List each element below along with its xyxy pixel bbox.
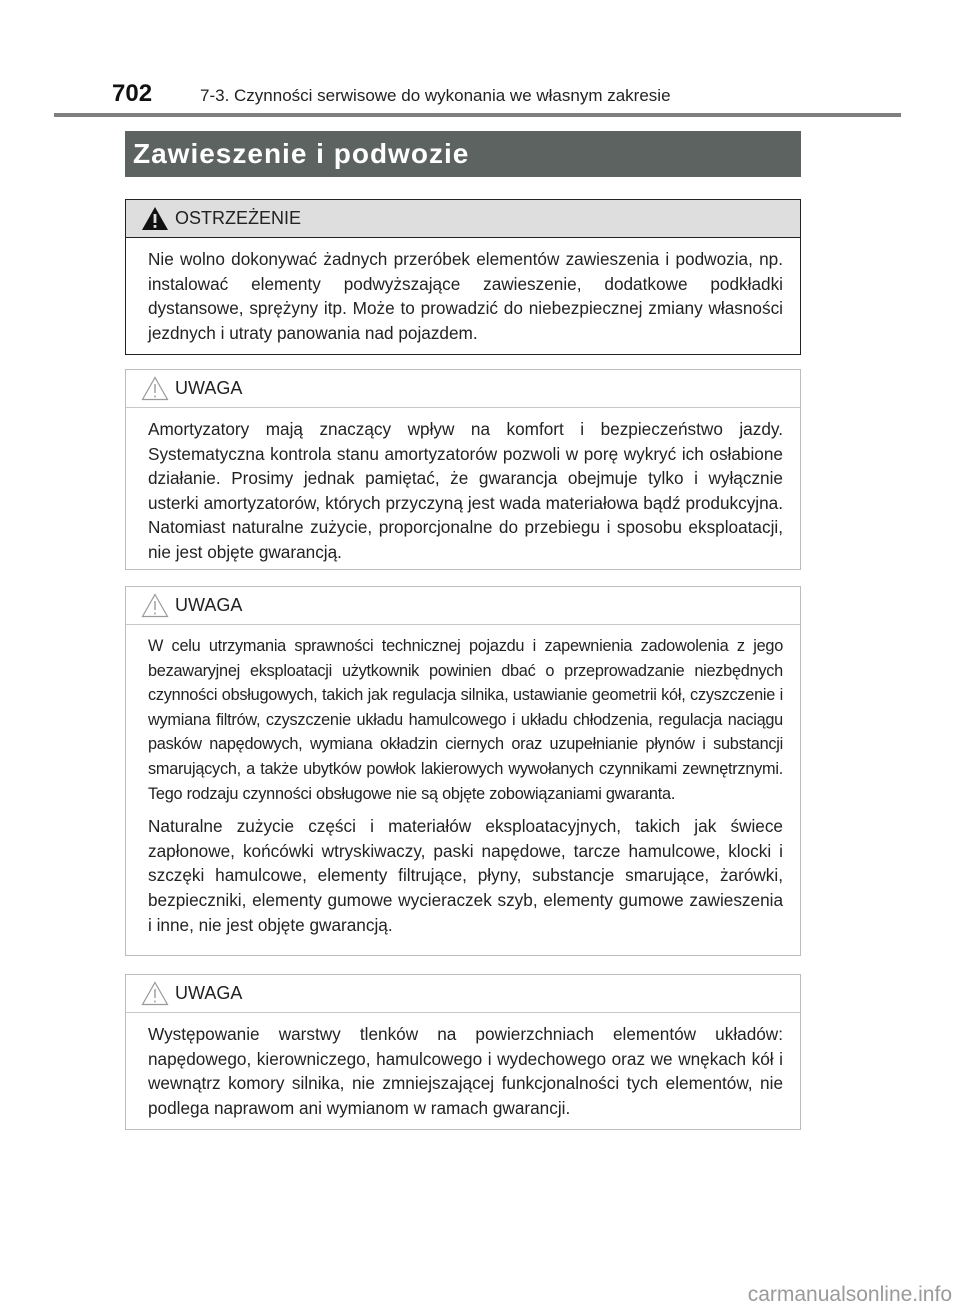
warning-box bbox=[125, 199, 801, 355]
warning-text: Nie wolno dokonywać żadnych przeróbek elementów zawieszenia i podwozia, np. instalować elementy podwyższające zawieszenie, dodatkowe podkładki dystansowe, sprężyny itp. Może to prowadzić do niebezpiecznej zmiany własności jezdnych i utraty panowania nad pojazdem. bbox=[148, 249, 783, 343]
notice-box-2 bbox=[125, 586, 801, 956]
warning-box-header bbox=[126, 200, 800, 238]
notice-box-1 bbox=[125, 369, 801, 570]
notice-body bbox=[126, 408, 800, 577]
chapter-title: 7-3. Czynności serwisowe do wykonania we własnym zakresie bbox=[200, 86, 671, 105]
caution-triangle-outline-icon bbox=[141, 376, 169, 401]
section-title: Zawieszenie i podwozie bbox=[125, 131, 801, 177]
notice-box-header bbox=[126, 370, 800, 408]
notice-label: UWAGA bbox=[175, 595, 243, 615]
notice-body bbox=[126, 1013, 800, 1132]
notice-body bbox=[126, 625, 800, 949]
notice-paragraph: W celu utrzymania sprawności technicznej pojazdu i zapewnienia zadowolenia z jego bezawaryjnej eksploatacji użytkownik powinien dbać o przeprowadzanie niezbędnych czynności obsługowych, takich jak regulacja silnika, ustawianie geometrii kół, czyszczenie i wymiana filtrów, czyszczenie układu hamulcowego i układu chłodzenia, regulacja naciągu pasków napędowych, wymiana okładzin ciernych oraz uzupełnianie płynów i substancji smarujących, a także ubytków powłok lakierowych wywołanych czynnikami zewnętrznymi. Tego rodzaju czynności obsługowe nie są objęte zobowiązaniami gwaranta. bbox=[148, 637, 783, 803]
caution-triangle-outline-icon bbox=[141, 593, 169, 618]
warning-triangle-filled-icon bbox=[141, 206, 169, 231]
notice-label: UWAGA bbox=[175, 983, 243, 1003]
notice-box-header bbox=[126, 587, 800, 625]
page-header bbox=[112, 80, 902, 114]
header-divider bbox=[54, 113, 901, 117]
caution-triangle-outline-icon bbox=[141, 981, 169, 1006]
page-number: 702 bbox=[112, 80, 153, 107]
notice-paragraph: Występowanie warstwy tlenków na powierzchniach elementów układów: napędowego, kierowniczego, hamulcowego i wydechowego oraz we wnękach kół i wewnątrz komory silnika, nie zmniejszającej funkcjonalności tych elementów, nie podlega naprawom ani wymianom w ramach gwarancji. bbox=[148, 1024, 783, 1118]
warning-body bbox=[126, 238, 800, 357]
warning-label: OSTRZEŻENIE bbox=[175, 208, 302, 228]
watermark: carmanualsonline.info bbox=[747, 1283, 952, 1306]
notice-box-header bbox=[126, 975, 800, 1013]
notice-paragraph: Amortyzatory mają znaczący wpływ na komfort i bezpieczeństwo jazdy. Systematyczna kontrola stanu amortyzatorów pozwoli w porę wykryć ich osłabione działanie. Prosimy jednak pamiętać, że gwarancja obejmuje tylko i wyłącznie usterki amortyzatorów, których przyczyną jest wada materiałowa bądź produkcyjna. Natomiast naturalne zużycie, proporcjonalne do przebiegu i sposobu eksploatacji, nie jest objęte gwarancją. bbox=[148, 419, 783, 562]
notice-paragraph: Naturalne zużycie części i materiałów eksploatacyjnych, takich jak świece zapłonowe, końcówki wtryskiwaczy, paski napędowe, tarcze hamulcowe, klocki i szczęki hamulcowe, elementy filtrujące, płyny, substancje smarujące, żarówki, bezpieczniki, elementy gumowe wycieraczek szyb, elementy gumowe zawieszenia i inne, nie jest objęte gwarancją. bbox=[148, 816, 783, 935]
notice-label: UWAGA bbox=[175, 378, 243, 398]
notice-box-3 bbox=[125, 974, 801, 1130]
